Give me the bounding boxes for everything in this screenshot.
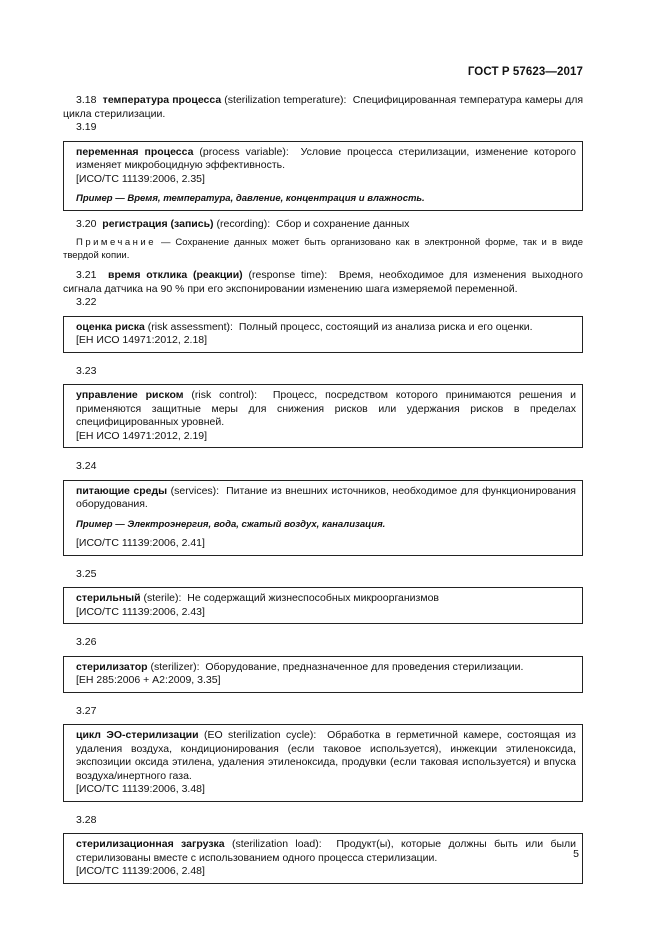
entry-number-3-24: 3.24	[76, 460, 97, 472]
example: Пример — Время, температура, давление, концентрация и влажность.	[76, 193, 425, 204]
term: стерилизационная загрузка	[76, 838, 225, 850]
entry-box-3-25: стерильный (sterile): Не содержащий жизнеспособных микроорганизмов [ИСО/ТС 11139:2006, 2.43]	[63, 587, 583, 624]
entry-box-3-27: цикл ЭО-стерилизации (EO sterilization cycle): Обработка в герметичной камере, состоящая из удаления воздуха, кондиционирования (если таковое используется), инжекции этиленоксида, экспозиции оксида этилена, удаления этиленоксида, продувки (если таковая используется) и впуска воздуха/инертного газа. [ИСО/ТС 11139:2006, 3.48]	[63, 724, 583, 802]
entry-box-3-26: стерилизатор (sterilizer): Оборудование, предназначенное для проведения стерилизации. [ЕН 285:2006 + А2:2009, 3.35]	[63, 656, 583, 693]
term: цикл ЭО-стерилизации	[76, 729, 199, 741]
reference: [ЕН ИСО 14971:2012, 2.18]	[76, 334, 208, 346]
term: управление риском	[76, 389, 184, 401]
term: переменная процесса	[76, 145, 194, 158]
entry-box-3-28: стерилизационная загрузка (sterilization load): Продукт(ы), которые должны быть или были стерилизованы вместе с использованием одного процесса стерилизации. [ИСО/ТС 11139:2006, 2.48]	[63, 833, 583, 884]
term: регистрация (запись)	[102, 217, 214, 230]
reference: [ИСО/ТС 11139:2006, 2.48]	[76, 865, 205, 877]
term: оценка риска	[76, 320, 145, 333]
reference: [ИСО/ТС 11139:2006, 2.35]	[76, 172, 205, 185]
entry-3-20: 3.20 регистрация (запись) (recording): Сбор и сохранение данных	[76, 217, 410, 230]
term: питающие среды	[76, 484, 168, 497]
term: температура процесса	[102, 94, 222, 106]
entry-box-3-24: питающие среды (services): Питание из внешних источников, необходимое для функционирования оборудования. Пример — Электроэнергия, вода, сжатый воздух, канализация. [ИСО/ТС 11139:2006, 2.41]	[63, 480, 583, 556]
term: стерильный	[76, 592, 141, 604]
note: Примечание — Сохранение данных может быть организовано как в электронной форме, так и в виде твердой копии.	[63, 237, 583, 261]
example: Пример — Электроэнергия, вода, сжатый воздух, канализация.	[76, 518, 386, 530]
entry-number-3-22: 3.22	[76, 296, 97, 308]
entry-3-18: 3.18 температура процесса (sterilization temperature): Специфицированная температура камеры для цикла стерилизации.	[63, 94, 584, 120]
reference: [ИСО/ТС 11139:2006, 3.48]	[76, 783, 205, 795]
entry-number-3-23: 3.23	[76, 364, 97, 377]
entry-3-21: 3.21 время отклика (реакции) (response time): Время, необходимое для изменения выходного сигнала датчика на 90 % при его экспонировании изменению шага измеряемой переменной.	[63, 269, 583, 295]
entry-number-3-19: 3.19	[76, 121, 97, 133]
term: стерилизатор	[76, 660, 148, 673]
entry-box-3-19: переменная процесса (process variable): Условие процесса стерилизации, изменение которого изменяет микробоцидную эффективность. [ИСО/ТС 11139:2006, 2.35] Пример — Время, температура, давление, концентрация и влажность.	[63, 141, 583, 211]
definitions-body	[63, 94, 583, 884]
page-number: 5	[573, 848, 579, 860]
reference: [ИСО/ТС 11139:2006, 2.41]	[76, 537, 205, 549]
entry-box-3-23: управление риском (risk control): Процесс, посредством которого принимаются решения и применяются защитные меры для снижения рисков или удержания рисков в пределах специфицированных уровней. [ЕН ИСО 14971:2012, 2.19]	[63, 384, 583, 448]
entry-number-3-27: 3.27	[76, 704, 97, 717]
entry-box-3-22: оценка риска (risk assessment): Полный процесс, состоящий из анализа риска и его оценки. [ЕН ИСО 14971:2012, 2.18]	[63, 316, 583, 353]
term: время отклика (реакции)	[108, 269, 243, 281]
entry-number-3-26: 3.26	[76, 636, 97, 648]
reference: [ЕН ИСО 14971:2012, 2.19]	[76, 429, 208, 442]
reference: [ИСО/ТС 11139:2006, 2.43]	[76, 605, 205, 618]
standard-header: ГОСТ Р 57623—2017	[467, 66, 583, 78]
reference: [ЕН 285:2006 + А2:2009, 3.35]	[76, 674, 221, 686]
entry-number-3-25: 3.25	[76, 567, 97, 580]
entry-number-3-28: 3.28	[76, 813, 97, 826]
